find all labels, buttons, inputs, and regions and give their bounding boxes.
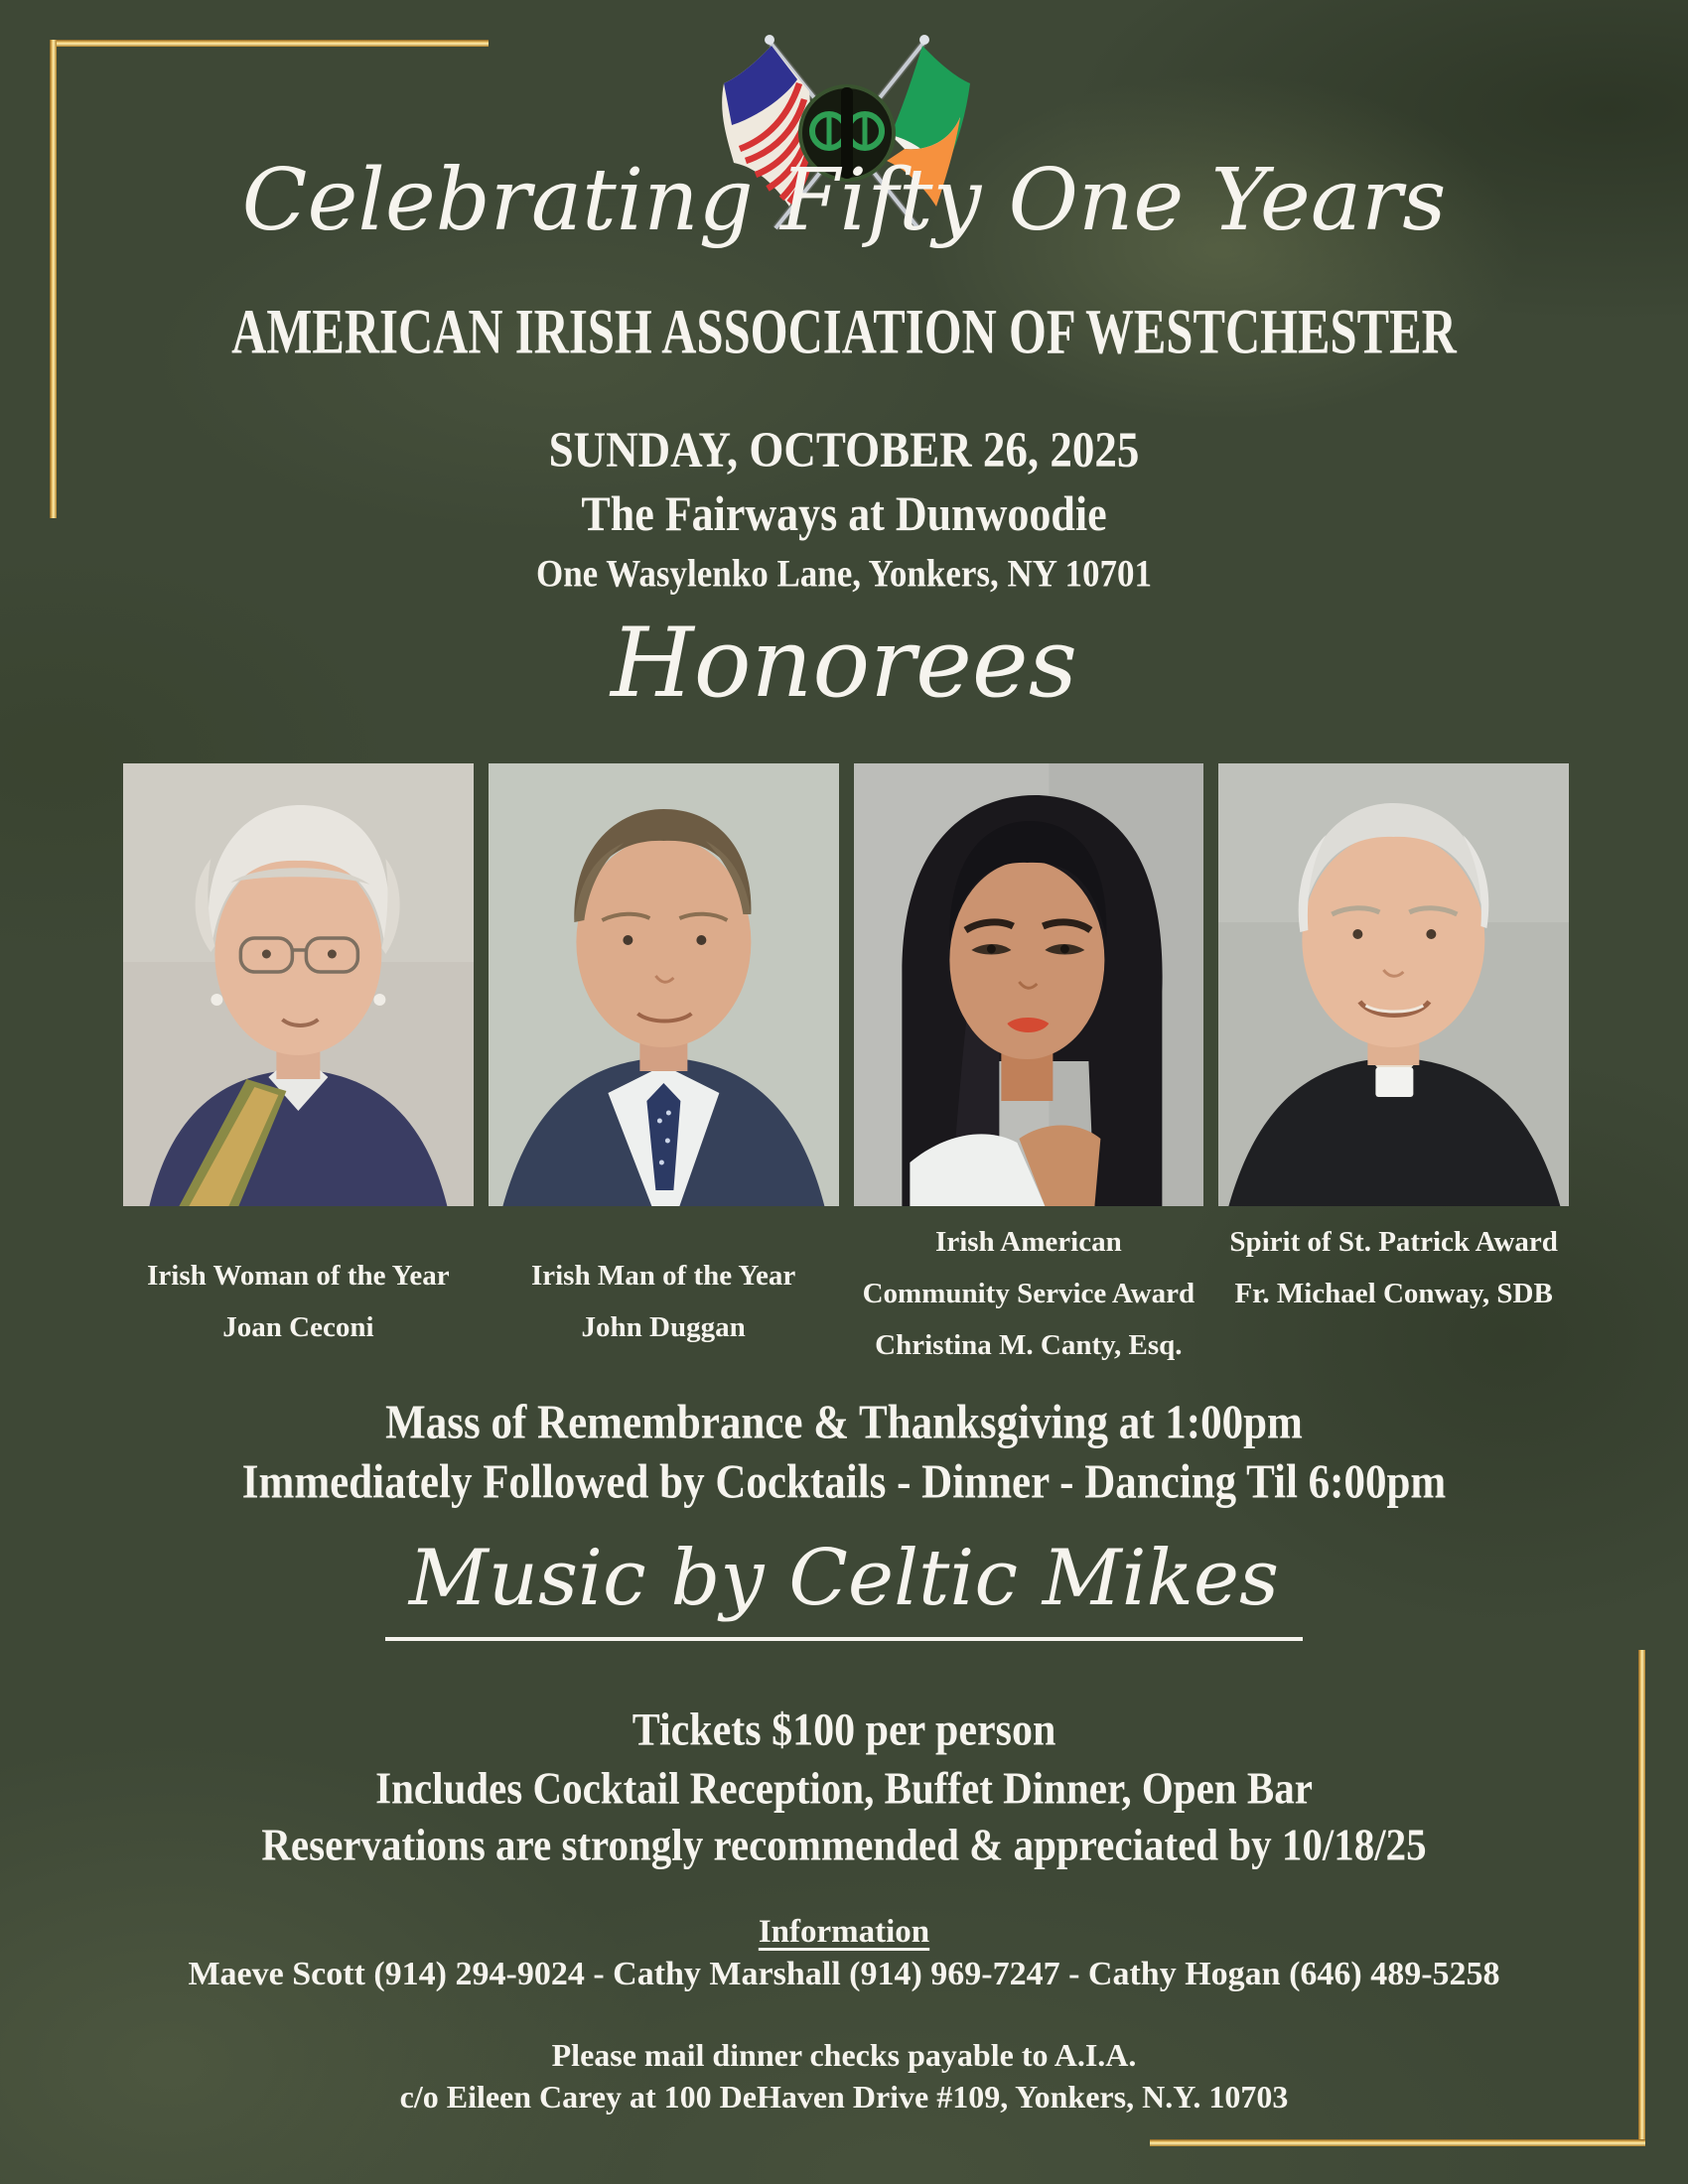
ticket-includes-line: Includes Cocktail Reception, Buffet Dinner, Open Bar: [375, 1762, 1313, 1814]
mail-checks-line: Please mail dinner checks payable to A.I.A.: [551, 2037, 1137, 2073]
reception-schedule-line: Immediately Followed by Cocktails - Dinner - Dancing Til 6:00pm: [241, 1456, 1447, 1509]
honoree-name: Fr. Michael Conway, SDB: [1234, 1278, 1553, 1310]
portrait-man-suit-icon: [489, 763, 839, 1206]
award-title: Spirit of St. Patrick Award: [1229, 1226, 1558, 1258]
portrait-elderly-woman-icon: [123, 763, 474, 1206]
music-line: Music by Celtic Mikes: [385, 1534, 1303, 1641]
portrait-woman-long-hair-icon: [854, 763, 1204, 1206]
honoree-card-joan-ceconi: [123, 763, 474, 1372]
honoree-caption: [123, 1250, 474, 1353]
award-title: Irish Man of the Year: [530, 1260, 796, 1292]
script-heading: Celebrating Fifty One Years: [241, 151, 1447, 250]
mass-schedule-line: Mass of Remembrance & Thanksgiving at 1:00pm: [385, 1397, 1303, 1449]
honoree-card-john-duggan: [489, 763, 839, 1372]
honoree-photo-christina-canty: [854, 763, 1204, 1206]
ticket-price-line: Tickets $100 per person: [632, 1705, 1056, 1756]
mail-address-line: c/o Eileen Carey at 100 DeHaven Drive #109, Yonkers, N.Y. 10703: [399, 2079, 1289, 2115]
venue-address: One Wasylenko Lane, Yonkers, NY 10701: [535, 552, 1153, 596]
information-heading: Information: [758, 1914, 930, 1950]
award-title: Irish American: [935, 1226, 1122, 1258]
honoree-photo-fr-conway: [1218, 763, 1569, 1206]
frame-top-left-horizontal: [50, 40, 489, 47]
frame-bottom-right-horizontal: [1150, 2139, 1645, 2146]
honoree-name: Joan Ceconi: [222, 1311, 374, 1344]
honoree-name: John Duggan: [581, 1311, 746, 1344]
honoree-card-fr-conway: [1218, 763, 1569, 1372]
honorees-heading: Honorees: [611, 608, 1077, 719]
org-title: AMERICAN IRISH ASSOCIATION OF WESTCHESTER: [231, 295, 1457, 367]
honoree-photo-john-duggan: [489, 763, 839, 1206]
award-title-line2: Community Service Award: [862, 1278, 1196, 1310]
honoree-photo-joan-ceconi: [123, 763, 474, 1206]
honoree-caption: [1218, 1216, 1569, 1319]
portrait-priest-icon: [1218, 763, 1569, 1206]
contacts-line: Maeve Scott (914) 294-9024 - Cathy Marshall (914) 969-7247 - Cathy Hogan (646) 489-5258: [188, 1956, 1500, 1992]
event-date: SUNDAY, OCTOBER 26, 2025: [548, 422, 1140, 478]
honoree-caption: [489, 1250, 839, 1353]
music-section: [0, 1534, 1688, 1641]
honoree-card-christina-canty: [854, 763, 1204, 1372]
award-title: Irish Woman of the Year: [147, 1260, 450, 1292]
honoree-caption: [854, 1216, 1204, 1372]
venue-name: The Fairways at Dunwoodie: [581, 486, 1107, 541]
honorees-row: [123, 763, 1569, 1372]
reservations-line: Reservations are strongly recommended & appreciated by 10/18/25: [261, 1819, 1427, 1870]
honoree-name: Christina M. Canty, Esq.: [875, 1329, 1183, 1362]
